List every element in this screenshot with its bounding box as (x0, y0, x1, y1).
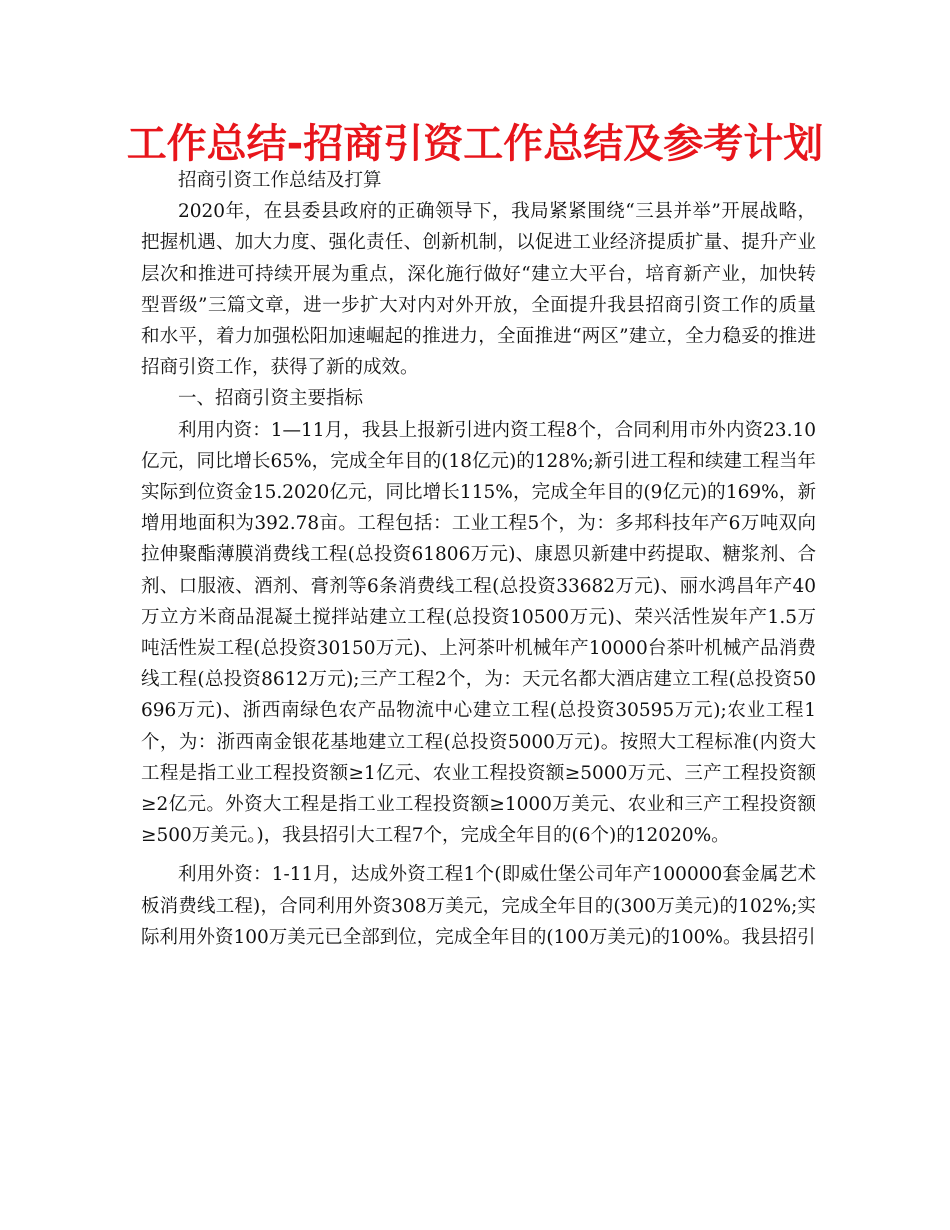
section-heading-main-indicators: 一、招商引资主要指标 (178, 388, 364, 410)
document-title: 工作总结-招商引资工作总结及参考计划 (126, 121, 824, 167)
section-subtitle: 招商引资工作总结及打算 (178, 170, 382, 191)
foreign-investment-paragraph: 利用外资：1-11月，达成外资工程1个(即威仕堡公司年产100000套金属艺术板消费线工程)，合同利用外资308万美元，完成全年目的(300万美元)的102%;实际利用外资100万美元已全部到位，完成全年目的(100万美元)的100%。我县招引 (141, 864, 816, 948)
document-body (141, 165, 816, 953)
domestic-investment-paragraph: 利用内资：1—11月，我县上报新引进内资工程8个，合同利用市外内资23.10亿元，同比增长65%，完成全年目的(18亿元)的128%;新引进工程和续建工程当年实际到位资金15.2020亿元，同比增长115%，完成全年目的(9亿元)的169%，新增用地面积为392.78亩。工程包括：工业工程5个，为：多邦科技年产6万吨双向拉伸聚酯薄膜消费线工程(总投资61806万元)、康恩贝新建中药提取、糖浆剂、合剂、口服液、酒剂、膏剂等6条消费线工程(总投资33682万元)、丽水鸿昌年产40万立方米商品混凝土搅拌站建立工程(总投资10500万元)、荣兴活性炭年产1.5万吨活性炭工程(总投资30150万元)、上河茶叶机械年产10000台茶叶机械产品消费线工程(总投资8612万元);三产工程2个，为：天元名都大酒店建立工程(总投资50696万元)、浙西南绿色农产品物流中心建立工程(总投资30595万元);农业工程1个，为：浙西南金银花基地建立工程(总投资5000万元)。按照大工程标准(内资大工程是指工业工程投资额≥1亿元、农业工程投资额≥5000万元、三产工程投资额≥2亿元。外资大工程是指工业工程投资额≥1000万美元、农业和三产工程投资额≥500万美元。)，我县招引大工程7个，完成全年目的(6个)的12020%。 (141, 419, 816, 847)
intro-paragraph: 2020年，在县委县政府的正确领导下，我局紧紧围绕“三县并举”开展战略，把握机遇、加大力度、强化责任、创新机制，以促进工业经济提质扩量、提升产业层次和推进可持续开展为重点，深化施行做好“建立大平台，培育新产业，加快转型晋级”三篇文章，进一步扩大对内对外开放，全面提升我县招商引资工作的质量和水平，着力加强松阳加速崛起的推进力，全面推进“两区”建立，全力稳妥的推进招商引资工作，获得了新的成效。 (141, 201, 816, 379)
